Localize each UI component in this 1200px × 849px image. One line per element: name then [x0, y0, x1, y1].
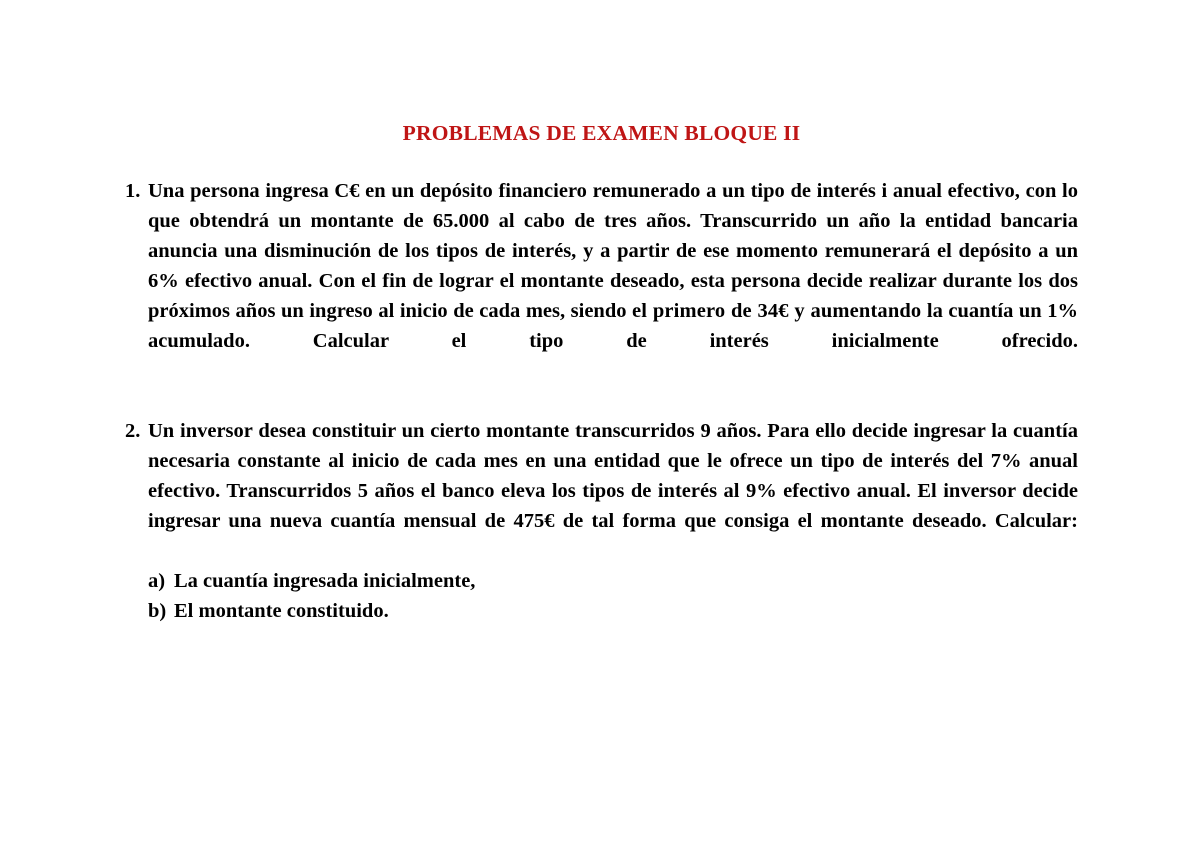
subitem-text-b: El montante constituido. — [174, 600, 389, 622]
document-content — [125, 118, 1078, 626]
subitem-marker-b: b) — [148, 600, 167, 622]
problem-2-subitem-list — [148, 566, 1078, 626]
problem-text-1 — [148, 176, 1078, 386]
problem-1-segment-2: la cuantía un 1% acumulado. Calcular el tipo de interés inicialmente ofrecido. — [148, 300, 1078, 352]
problem-text-2 — [148, 416, 1078, 626]
problem-item-2 — [125, 416, 1078, 626]
subitem-text-a: La cuantía ingresada inicialmente, — [174, 570, 476, 592]
problem-2-segment-1: Un inversor desea constituir un cierto montante transcurridos 9 años. Para ello decide ingresar la cuantía necesaria constante al inicio de cada mes en una entidad que le ofrece un tipo de interés del 7% anual efectivo. Transcurridos 5 años el banco eleva los tipos de interés al 9% efectivo anual. El inversor decide ingresar una nueva cuantía mensual de 475€ de tal forma que consiga el montante deseado. Calcular: — [148, 420, 1078, 532]
problem-number-1: 1. — [125, 180, 141, 202]
subitem-marker-a: a) — [148, 570, 166, 592]
problem-2-subitem-a — [148, 566, 1078, 596]
page-title: PROBLEMAS DE EXAMEN BLOQUE II — [402, 121, 801, 145]
problem-paragraph-1 — [148, 176, 1078, 386]
problem-paragraph-2 — [148, 416, 1078, 566]
problem-2-subitem-b — [148, 596, 1078, 626]
problem-number-2: 2. — [125, 420, 141, 442]
problem-item-1 — [125, 176, 1078, 386]
problem-1-emphasis: el primero de 34€ y aumentando — [632, 300, 922, 322]
problem-1-segment-1: Una persona ingresa C€ en un depósito financiero remunerado a un tipo de interés i anual efectivo, con lo que obtendrá un montante de 65.000 al cabo de tres años. Transcurrido un año la entidad bancaria anuncia una disminución de los tipos de interés, y a partir de ese momento remunerará el depósito a un 6% efectivo anual. Con el fin de lograr el montante deseado, esta persona decide realizar durante los dos próximos años un ingreso al inicio de cada mes, siendo — [148, 180, 1078, 322]
